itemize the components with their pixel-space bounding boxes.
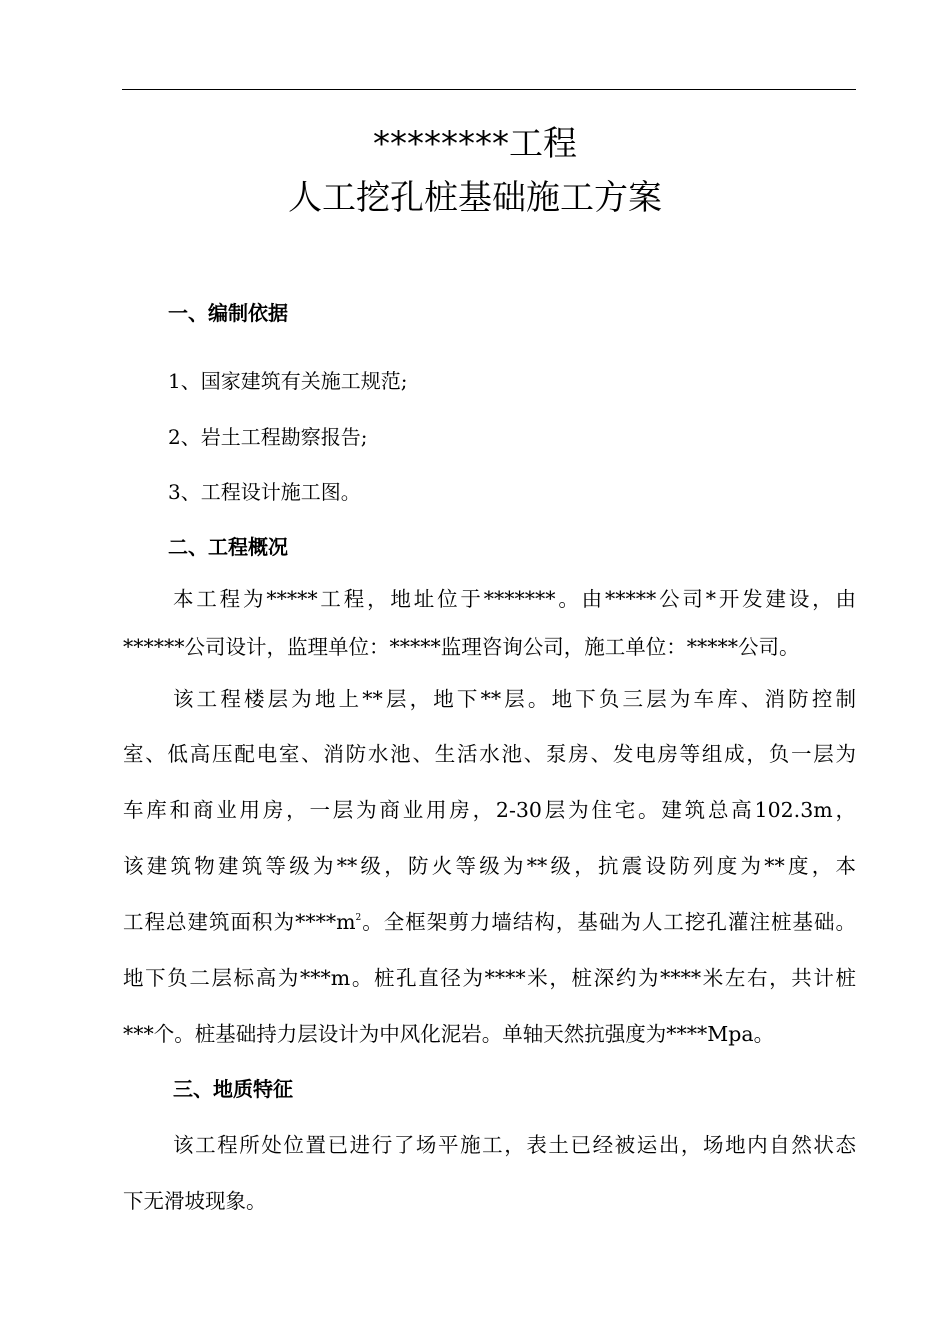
section2-para1-line2: ******公司设计，监理单位：*****监理咨询公司，施工单位：*****公司。	[123, 635, 800, 659]
section3-para-line2: 下无滑坡现象。	[123, 1189, 267, 1213]
line5-text-b: 。全框架剪力墙结构，基础为人工挖孔灌注桩基础。	[361, 910, 856, 934]
section2-para2-line7: ***个。桩基础持力层设计为中风化泥岩。单轴天然抗强度为****Mpa。	[123, 1022, 775, 1046]
superscript-2: 2	[355, 913, 362, 923]
section2-para2-line6: 地下负二层标高为***m。桩孔直径为****米，桩深约为****米左右，共计桩	[123, 966, 856, 990]
section2-para2-line2: 室、低高压配电室、消防水池、生活水池、泵房、发电房等组成，负一层为	[123, 742, 856, 766]
section2-para2-line4: 该建筑物建筑等级为**级，防火等级为**级，抗震设防列度为**度，本	[123, 854, 856, 878]
section1-item-2: 2、岩土工程勘察报告;	[168, 425, 368, 449]
line5-text-a: 工程总建筑面积为****m	[123, 910, 356, 934]
section2-para1-line1: 本工程为*****工程，地址位于*******。由*****公司*开发建设，由	[173, 587, 856, 611]
section3-para-line1: 该工程所处位置已进行了场平施工，表土已经被运出，场地内自然状态	[173, 1133, 856, 1157]
section1-item-3: 3、工程设计施工图。	[168, 480, 361, 504]
document-title-line1: ********工程	[373, 124, 577, 164]
section3-heading: 三、地质特征	[173, 1077, 293, 1101]
section2-heading: 二、工程概况	[168, 535, 288, 559]
section2-para2-line5	[123, 908, 856, 936]
document-title-line2: 人工挖孔桩基础施工方案	[288, 178, 662, 218]
header-rule	[122, 89, 856, 90]
section1-item-1: 1、国家建筑有关施工规范;	[168, 369, 408, 393]
section2-para2-line1: 该工程楼层为地上**层，地下**层。地下负三层为车库、消防控制	[173, 687, 856, 711]
section1-heading: 一、编制依据	[168, 301, 288, 325]
section2-para2-line3: 车库和商业用房，一层为商业用房，2-30层为住宅。建筑总高102.3m，	[123, 798, 856, 822]
